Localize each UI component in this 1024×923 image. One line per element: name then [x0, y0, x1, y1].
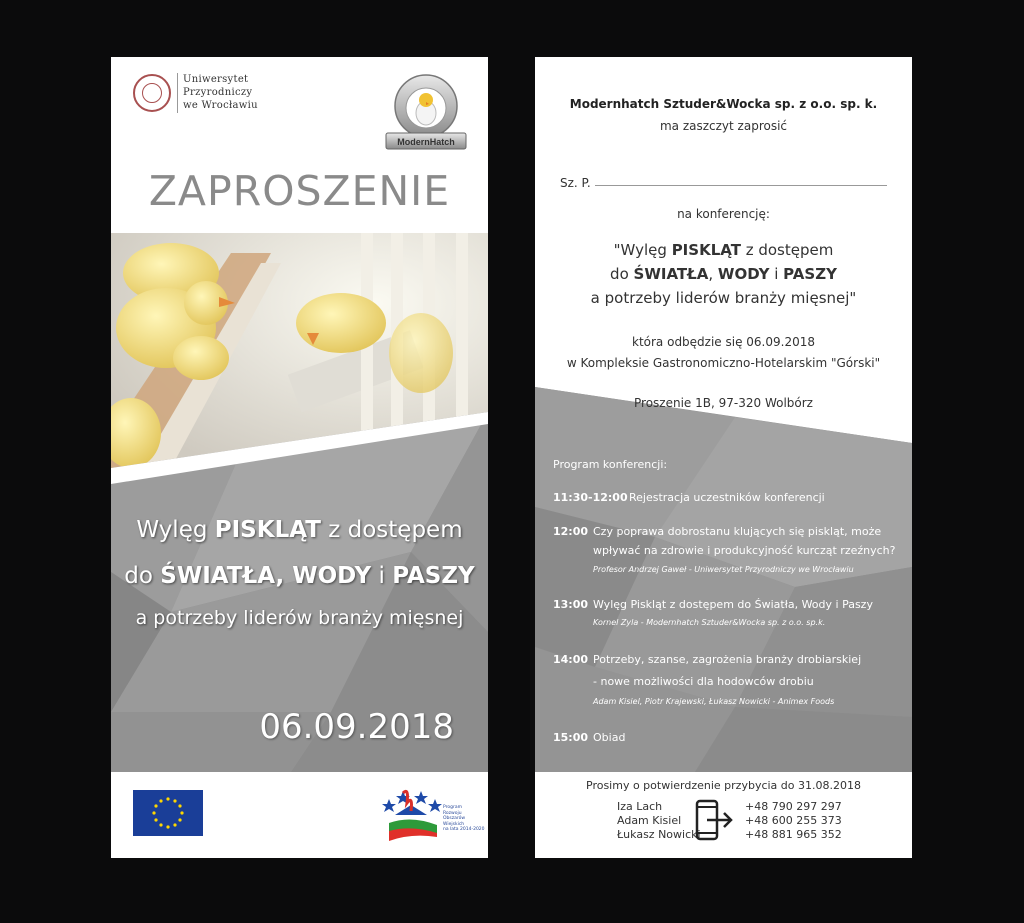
event-date-text: która odbędzie się 06.09.2018	[632, 335, 815, 349]
contact-phones: +48 790 297 297 +48 600 255 373 +48 881 965 352	[745, 800, 842, 841]
program-speaker: Profesor Andrzej Gaweł - Uniwersytet Przyrodniczy we Wrocławiu	[593, 565, 854, 574]
program-item: 13:00 Wylęg Piskląt z dostępem do Światła, Wody i Paszy	[553, 598, 873, 611]
program-item: 15:00 Obiad	[553, 731, 626, 744]
program-speaker: Adam Kisiel, Piotr Krajewski, Łukasz Nowicki - Animex Foods	[593, 697, 835, 706]
contact-names: Iza Lach Adam Kisiel Łukasz Nowicki	[617, 800, 701, 841]
invite-text: ma zaszczyt zaprosić	[659, 119, 788, 133]
eu-flag-icon	[133, 790, 203, 836]
program-header: Program konferencji:	[553, 458, 668, 471]
addressee-line	[595, 185, 887, 186]
program-item-continued: wpływać na zdrowie i produkcyjność kurcząt rzeźnych?	[593, 544, 896, 557]
headline-line-1: Wylęg PISKLĄT z dostępem	[136, 517, 463, 543]
conference-title-line-1: "Wylęg PISKLĄT z dostępem	[613, 241, 834, 259]
prow-text: Program Rozwoju Obszarów Wiejskich na lata 2014-2020	[443, 805, 485, 832]
program-item-continued: - nowe możliwości dla hodowców drobiu	[593, 675, 814, 688]
invitation-front-card	[111, 57, 488, 858]
invitation-back-card	[535, 57, 912, 858]
conference-title-line-2: do ŚWIATŁA, WODY i PASZY	[610, 265, 837, 283]
modernhatch-logo	[382, 73, 470, 153]
logo-divider	[177, 73, 178, 113]
addressee-label: Sz. P.	[560, 176, 591, 190]
university-name: Uniwersytet Przyrodniczy we Wrocławiu	[183, 74, 258, 111]
program-item: 12:00 Czy poprawa dobrostanu klujących się piskląt, może	[553, 525, 882, 538]
phone-icon	[693, 799, 737, 843]
university-seal-icon	[133, 74, 171, 112]
conference-title-line-3: a potrzeby liderów branży mięsnej"	[590, 289, 857, 307]
conference-label: na konferencję:	[677, 207, 770, 221]
gray-polygon-panel	[535, 387, 912, 772]
venue-text: w Kompleksie Gastronomiczno-Hotelarskim "Górski"	[566, 356, 881, 370]
program-item: 11:30-12:00Rejestracja uczestników konferencji	[553, 491, 825, 504]
headline-line-3: a potrzeby liderów branży mięsnej	[135, 607, 464, 629]
program-speaker: Kornel Zyla - Modernhatch Sztuder&Wocka sp. z o.o. sp.k.	[593, 618, 826, 627]
event-date: 06.09.2018	[259, 707, 454, 747]
program-item: 14:00 Potrzeby, szanse, zagrożenia branży drobiarskiej	[553, 653, 862, 666]
headline-line-2: do ŚWIATŁA, WODY i PASZY	[124, 563, 475, 589]
rsvp-text: Prosimy o potwierdzenie przybycia do 31.08.2018	[586, 779, 861, 792]
venue-address: Proszenie 1B, 97-320 Wolbórz	[634, 396, 813, 410]
company-name: Modernhatch Sztuder&Wocka sp. z o.o. sp. k.	[569, 97, 878, 111]
invitation-title: ZAPROSZENIE	[148, 167, 451, 215]
logo-brand-text: ModernHatch	[397, 137, 455, 147]
